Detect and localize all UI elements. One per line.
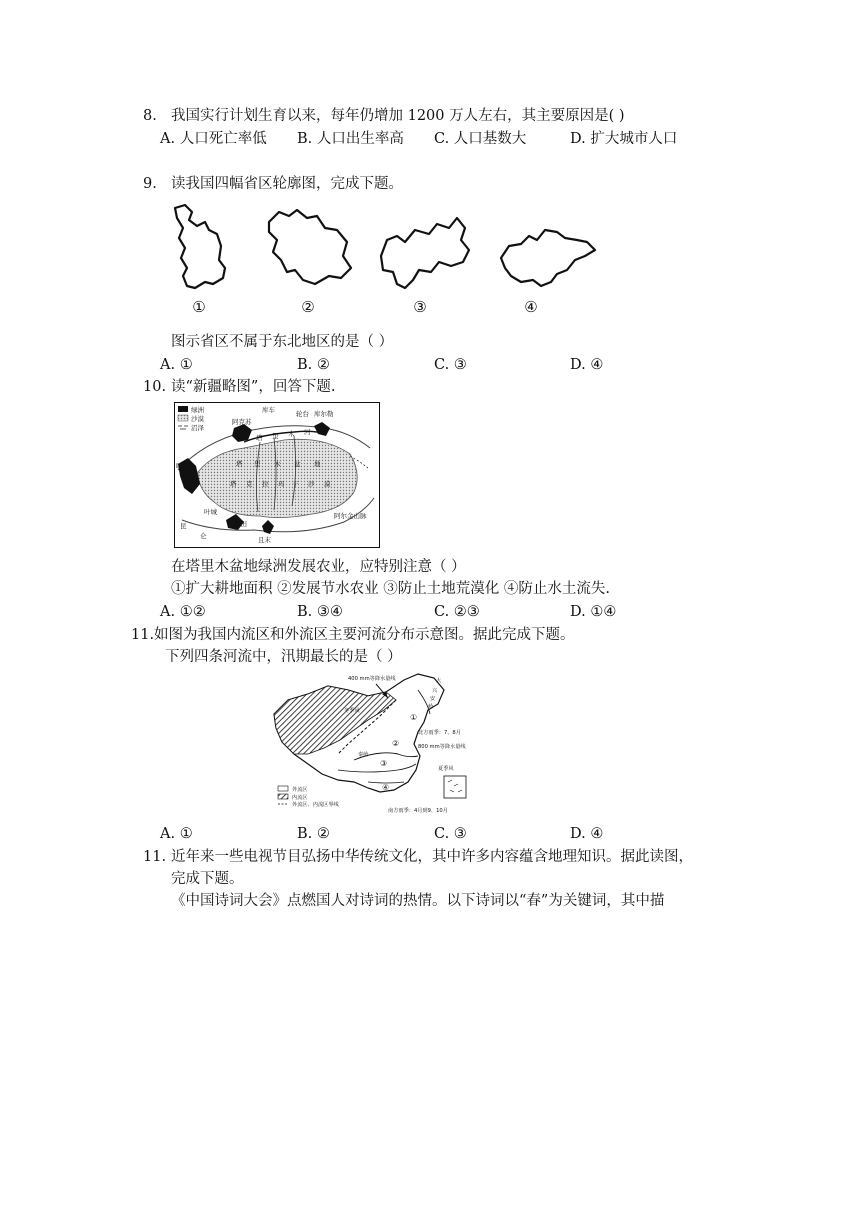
desert-char-7: 漠 (324, 480, 331, 488)
desert-char-3: 拉 (262, 480, 269, 488)
q9-option-c[interactable]: C. ③ (434, 357, 467, 373)
desert-char-6: 沙 (308, 480, 315, 488)
label-400mm-isohyet: 400 mm等降水量线 (348, 676, 396, 682)
q10-stem: 读“新疆略图”，回答下题. (171, 379, 336, 395)
province-outline-2 (269, 210, 351, 284)
river-label-3: ③ (380, 759, 388, 768)
river-char-2: 里 (272, 432, 279, 440)
basin-char-3: 木 (274, 460, 281, 468)
q9-option-d[interactable]: D. ④ (570, 357, 604, 373)
place-altun-mountains: 阿尔金山脉 (334, 512, 367, 520)
label-xing: 兴 (432, 688, 438, 694)
label-north-rainy-season: 北方雨季：7、8月 (418, 730, 461, 736)
legend-swamp: 沼泽 (191, 424, 204, 432)
q11a-option-b[interactable]: B. ② (297, 826, 330, 842)
outline-label-3: ③ (413, 298, 427, 316)
q10-number: 10. (143, 379, 167, 395)
river-char-1: 塔 (256, 434, 263, 442)
label-800mm-isohyet: 800 mm等降水量线 (418, 744, 466, 750)
river-label-2: ② (392, 739, 400, 748)
river-label-1: ① (410, 713, 418, 722)
q9-question: 图示省区不属于东北地区的是（ ） (171, 334, 394, 350)
basin-char-5: 地 (314, 460, 321, 468)
river-char-4: 河 (304, 428, 311, 436)
legend-boundary: 外流区、内流区界线 (292, 802, 339, 808)
label-an: 安 (430, 696, 436, 702)
q9-option-b[interactable]: B. ② (297, 357, 330, 373)
place-korla: 库尔勒 (314, 410, 334, 418)
province-outline-4 (501, 230, 595, 286)
place-luntai: 轮台 (296, 410, 309, 418)
place-yecheng: 叶城 (204, 508, 217, 516)
legend-oasis: 绿洲 (191, 406, 204, 414)
place-qiemo: 且末 (258, 536, 271, 544)
q11b-stem-line1: 近年来一些电视节目弘扬中华传统文化，其中许多内容蕴含地理知识。据此读图， (171, 849, 693, 865)
place-aksu: 阿克苏 (232, 418, 252, 426)
q11a-option-a[interactable]: A. ① (160, 826, 193, 842)
q11a-question: 下列四条河流中，汛期最长的是（ ） (165, 649, 402, 665)
q8-stem: 我国实行计划生育以来，每年仍增加 1200 万人左右，其主要原因是( ) (171, 108, 625, 124)
place-kashgar: 喀什 (176, 462, 189, 470)
river-char-3: 木 (288, 430, 295, 438)
q8-option-c[interactable]: C. 人口基数大 (434, 131, 527, 147)
label-ling: 岭 (428, 704, 434, 710)
desert-char-2: 克 (246, 480, 253, 488)
q8-option-b[interactable]: B. 人口出生率高 (297, 131, 404, 147)
q10-option-b[interactable]: B. ③④ (297, 604, 343, 620)
q8-option-a[interactable]: A. 人口死亡率低 (160, 131, 267, 147)
legend-interior-area: 内流区 (292, 795, 308, 801)
q11b-text: 《中国诗词大会》点燃国人对诗词的热情。以下诗词以“春”为关键词，其中描 (171, 893, 665, 909)
xinjiang-map (174, 402, 380, 548)
mountain-lun: 仑 (200, 532, 207, 540)
outline-label-1: ① (192, 298, 206, 316)
basin-char-1: 塔 (236, 460, 243, 468)
label-winter-monsoon: 冬季风 (344, 708, 360, 714)
q11a-stem: 如图为我国内流区和外流区主要河流分布示意图。据此完成下题。 (154, 627, 575, 643)
q11a-option-c[interactable]: C. ③ (434, 826, 467, 842)
province-outline-3 (381, 218, 469, 288)
place-kuche: 库车 (262, 406, 275, 414)
q10-option-a[interactable]: A. ①② (160, 604, 206, 620)
q9-stem: 读我国四幅省区轮廓图，完成下题。 (171, 176, 403, 192)
label-south-rainy-season: 南方雨季：4月到9、10月 (388, 808, 448, 814)
q9-number: 9. (143, 176, 157, 192)
province-outline-1 (175, 205, 225, 288)
river-label-4: ④ (382, 783, 390, 792)
q10-choices: ①扩大耕地面积 ②发展节水农业 ③防止土地荒漠化 ④防止水土流失. (171, 581, 610, 597)
legend-desert: 沙漠 (191, 415, 204, 423)
q11b-number: 11. (143, 849, 167, 865)
place-hotan: 和田 (234, 520, 247, 528)
desert-char-5: 干 (292, 480, 299, 488)
label-summer-monsoon: 夏季风 (438, 766, 454, 772)
outline-label-4: ④ (524, 298, 538, 316)
q10-option-d[interactable]: D. ①④ (570, 604, 617, 620)
q11a-number: 11. (131, 627, 155, 643)
q8-option-d[interactable]: D. 扩大城市人口 (570, 131, 678, 147)
label-qinling: 秦岭 (358, 752, 369, 758)
q10-option-c[interactable]: C. ②③ (434, 604, 480, 620)
outline-label-2: ② (301, 298, 315, 316)
q8-number: 8. (143, 108, 157, 124)
q9-option-a[interactable]: A. ① (160, 357, 193, 373)
province-outlines-figure (165, 200, 605, 324)
label-da: 大 (436, 678, 442, 684)
legend-exterior-area: 外流区 (292, 787, 308, 793)
desert-char-4: 玛 (278, 480, 285, 488)
q11b-stem-line2: 完成下题。 (171, 871, 244, 887)
q11a-option-d[interactable]: D. ④ (570, 826, 604, 842)
basin-char-2: 里 (254, 460, 261, 468)
desert-char-1: 塔 (230, 480, 237, 488)
mountain-kun: 昆 (180, 522, 187, 530)
basin-char-4: 盆 (294, 460, 301, 468)
china-drainage-map (268, 670, 476, 816)
q10-question: 在塔里木盆地绿洲发展农业，应特别注意（ ） (171, 559, 466, 575)
